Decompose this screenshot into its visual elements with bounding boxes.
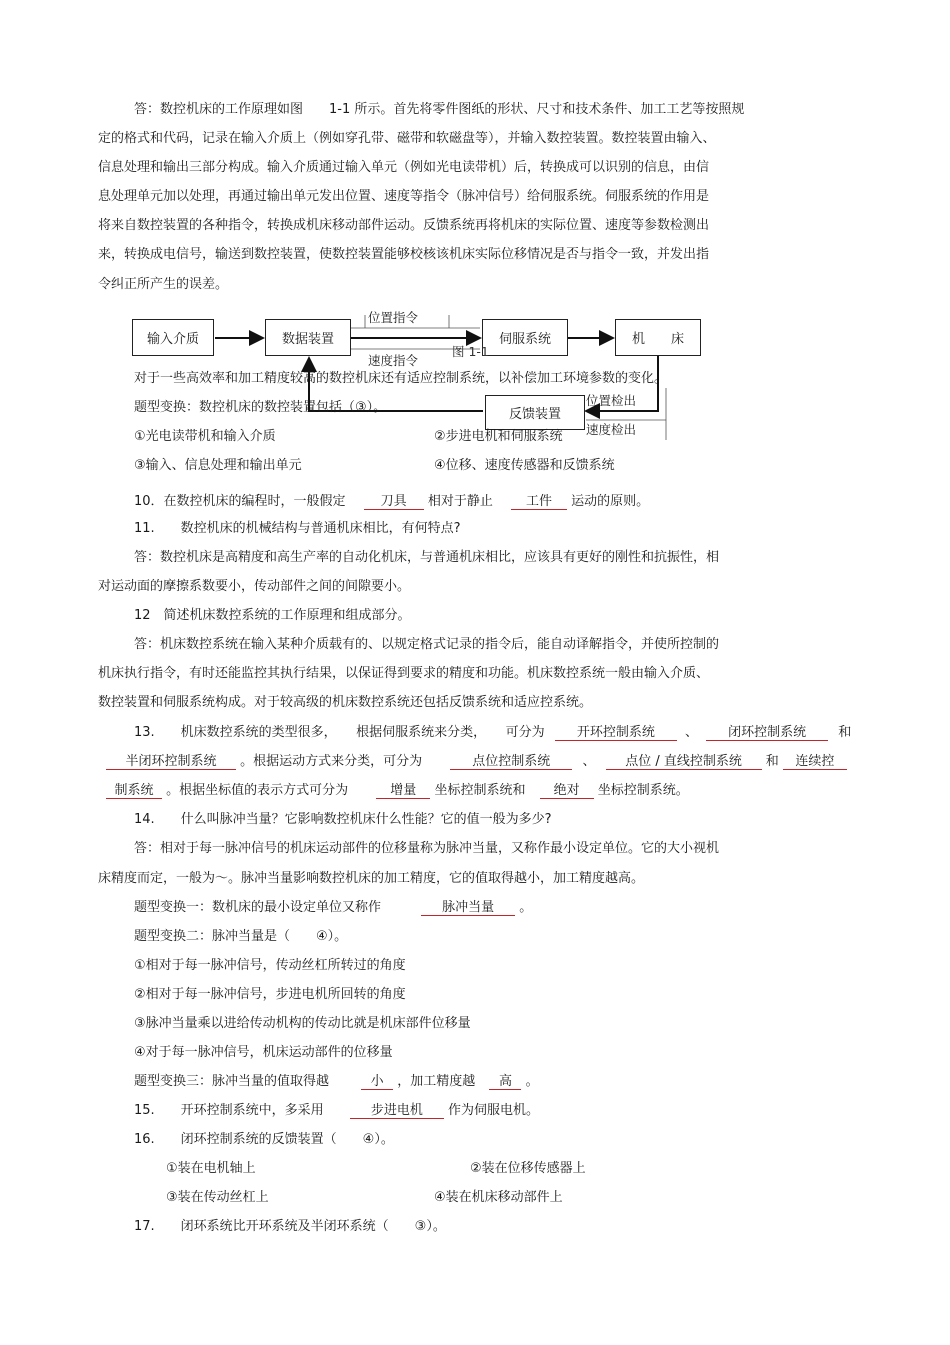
box-feedback-device: 反馈装置	[485, 395, 585, 430]
answer-blank: 制系统	[106, 783, 162, 799]
answer-blank: 点位 / 直线控制系统	[606, 754, 762, 770]
answer-12-line-2: 机床执行指令，有时还能监控其执行结果，以保证得到要求的精度和功能。机床数控系统一般由输入介质、	[98, 666, 710, 681]
label-speed-command: 速度指令	[368, 353, 419, 368]
intro-line-5: 将来自数控装置的各种指令，转换成机床移动部件运动。反馈系统再将机床的实际位置、速度等参数检测出	[98, 218, 710, 233]
intro-line-7: 令纠正所产生的误差。	[98, 277, 229, 292]
answer-14-line-1: 答：相对于每一脉冲信号的机床运动部件的位移量称为脉冲当量，又称作最小设定单位。它的大小视机	[134, 841, 720, 856]
intro-line-6: 来，转换成电信号，输送到数控装置，使数控装置能够校核该机床实际位移情况是否与指令一致，并发出指	[98, 247, 710, 262]
question-13-line-2: 半闭环控制系统 。根据运动方式来分类，可分为 点位控制系统 、 点位 / 直线控制系统 和 连续控	[106, 753, 847, 771]
question-11: 11. 数控机床的机械结构与普通机床相比，有何特点?	[134, 521, 461, 536]
answer-blank: 闭环控制系统	[706, 725, 828, 741]
question-14: 14. 什么叫脉冲当量？它影响数控机床什么性能？它的值一般为多少?	[134, 812, 552, 827]
answer-11-line-1: 答：数控机床是高精度和高生产率的自动化机床，与普通机床相比，应该具有更好的刚性和抗振性，相	[134, 550, 720, 565]
question-17: 17. 闭环系统比开环系统及半闭环系统（ ③）。	[134, 1219, 446, 1234]
question-16-option-1: ①装在电机轴上	[166, 1161, 256, 1176]
intro-line-1: 答：数控机床的工作原理如图 1-1 所示。首先将零件图纸的形状、尺寸和技术条件、加工工艺等按照规	[134, 102, 745, 117]
block-diagram-lines	[0, 0, 950, 460]
question-16-option-3: ③装在传动丝杠上	[166, 1190, 269, 1205]
variant-14-option-3: ③脉冲当量乘以进给传动机构的传动比就是机床部件位移量	[134, 1016, 471, 1031]
answer-blank: 半闭环控制系统	[106, 754, 236, 770]
option-4: ④位移、速度传感器和反馈系统	[434, 458, 615, 473]
question-10: 10．在数控机床的编程时，一般假定 刀具 相对于静止 工件 运动的原则。	[134, 494, 650, 509]
answer-blank: 工件	[511, 494, 567, 510]
answer-blank: 脉冲当量	[421, 900, 515, 916]
answer-blank: 刀具	[364, 494, 424, 510]
answer-12-line-3: 数控装置和伺服系统构成。对于较高级的机床数控系统还包括反馈系统和适应控系统。	[98, 695, 593, 710]
variant-14-option-1: ①相对于每一脉冲信号，传动丝杠所转过的角度	[134, 958, 406, 973]
box-servo-system: 伺服系统	[482, 319, 568, 356]
label-position-command: 位置指令	[368, 310, 419, 325]
intro-line-4: 息处理单元加以处理，再通过输出单元发出位置、速度等指令（脉冲信号）给伺服系统。伺服系统的作用是	[98, 189, 710, 204]
variant-14-option-2: ②相对于每一脉冲信号，步进电机所回转的角度	[134, 987, 406, 1002]
figure-caption: 图 1-1	[452, 344, 489, 359]
answer-blank: 开环控制系统	[555, 725, 677, 741]
box-data-device: 数据装置	[265, 319, 351, 356]
question-13-line-1: 13. 机床数控系统的类型很多， 根据伺服系统来分类， 可分为 开环控制系统 、 闭环控制系统 和	[134, 725, 852, 740]
question-16-option-4: ④装在机床移动部件上	[434, 1190, 563, 1205]
option-1: ①光电读带机和输入介质	[134, 429, 276, 444]
answer-12-line-1: 答：机床数控系统在输入某种介质载有的、以规定格式记录的指令后，能自动译解指令，并使所控制的	[134, 637, 720, 652]
question-12: 12 简述机床数控系统的工作原理和组成部分。	[134, 608, 411, 623]
answer-blank: 增量	[376, 783, 430, 799]
answer-blank: 连续控	[783, 754, 847, 770]
answer-blank: 高	[489, 1074, 521, 1090]
variant-question: 题型变换：数控机床的数控装置包括（③）。	[134, 400, 387, 415]
variant-14-2: 题型变换二：脉冲当量是（ ④）。	[134, 929, 348, 944]
question-16-option-2: ②装在位移传感器上	[470, 1161, 586, 1176]
intro-line-2: 定的格式和代码，记录在输入介质上（例如穿孔带、磁带和软磁盘等），并输入数控装置。数控装置由输入、	[98, 131, 716, 146]
answer-blank: 步进电机	[350, 1103, 444, 1119]
adaptive-control-text: 对于一些高效率和加工精度较高的数控机床还有适应控制系统，以补偿加工环境参数的变化。	[134, 371, 668, 386]
intro-line-3: 信息处理和输出三部分构成。输入介质通过输入单元（例如光电读带机）后，转换成可以识别的信息，由信	[98, 160, 710, 175]
answer-11-line-2: 对运动面的摩擦系数要小，传动部件之间的间隙要小。	[98, 579, 411, 594]
box-input-medium: 输入介质	[132, 319, 214, 356]
answer-blank: 小	[361, 1074, 393, 1090]
option-2: ②步进电机和伺服系统	[434, 429, 563, 444]
label-position-detect: 位置检出	[586, 393, 637, 408]
variant-14-3: 题型变换三：脉冲当量的值取得越 小 ，加工精度越 高 。	[134, 1074, 539, 1089]
variant-14-option-4: ④对于每一脉冲信号，机床运动部件的位移量	[134, 1045, 393, 1060]
answer-blank: 绝对	[540, 783, 594, 799]
option-3: ③输入、信息处理和输出单元	[134, 458, 302, 473]
variant-14-1: 题型变换一：数机床的最小设定单位又称作 脉冲当量 。	[134, 900, 533, 915]
answer-blank: 点位控制系统	[450, 754, 572, 770]
label-speed-detect: 速度检出	[586, 422, 637, 437]
question-15: 15. 开环控制系统中，多采用 步进电机 作为伺服电机。	[134, 1103, 539, 1118]
question-16: 16. 闭环控制系统的反馈装置（ ④）。	[134, 1132, 394, 1147]
answer-14-line-2: 床精度而定，一般为～。脉冲当量影响数控机床的加工精度，它的值取得越小，加工精度越高。	[98, 871, 645, 886]
box-machine: 机 床	[615, 319, 701, 356]
question-13-line-3: 制系统 。根据坐标值的表示方式可分为 增量 坐标控制系统和 绝对 坐标控制系统。	[106, 782, 689, 800]
